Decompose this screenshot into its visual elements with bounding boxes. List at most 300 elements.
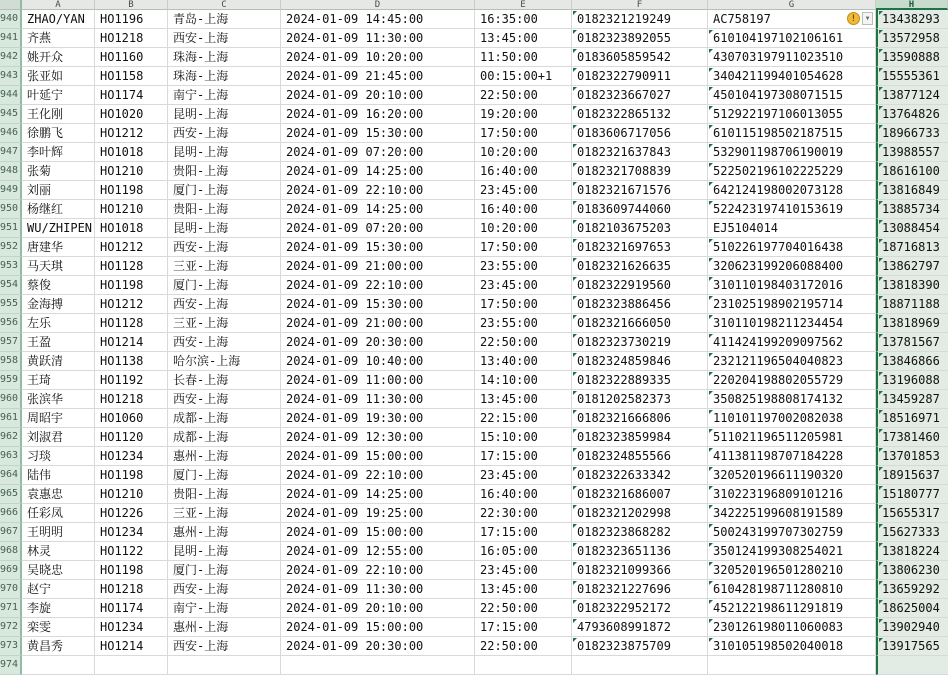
cell-G950[interactable]: 522423197410153619 xyxy=(708,200,876,219)
cell-B964[interactable]: HO1198 xyxy=(95,466,168,485)
cell-F970[interactable]: 0182321227696 xyxy=(572,580,708,599)
row-header-953[interactable]: 953 xyxy=(0,257,22,276)
row-header-940[interactable]: 940 xyxy=(0,10,22,29)
cell-H952[interactable]: 18716813 xyxy=(876,238,948,257)
cell-E942[interactable]: 11:50:00 xyxy=(475,48,572,67)
cell-F942[interactable]: 0183605859542 xyxy=(572,48,708,67)
cell-F952[interactable]: 0182321697653 xyxy=(572,238,708,257)
cell-D947[interactable]: 2024-01-09 07:20:00 xyxy=(281,143,475,162)
cell-H965[interactable]: 15180777 xyxy=(876,485,948,504)
cell-A957[interactable]: 王盈 xyxy=(22,333,95,352)
cell-G958[interactable]: 232121196504040823 xyxy=(708,352,876,371)
cell-G949[interactable]: 642124198002073128 xyxy=(708,181,876,200)
cell-H970[interactable]: 13659292 xyxy=(876,580,948,599)
cell-H945[interactable]: 13764826 xyxy=(876,105,948,124)
cell-A967[interactable]: 王明明 xyxy=(22,523,95,542)
cell-A941[interactable]: 齐燕 xyxy=(22,29,95,48)
row-header-968[interactable]: 968 xyxy=(0,542,22,561)
cell-E967[interactable]: 17:15:00 xyxy=(475,523,572,542)
cell-A958[interactable]: 黄跃清 xyxy=(22,352,95,371)
cell-D964[interactable]: 2024-01-09 22:10:00 xyxy=(281,466,475,485)
cell-F941[interactable]: 0182323892055 xyxy=(572,29,708,48)
cell-A971[interactable]: 李旋 xyxy=(22,599,95,618)
cell-E971[interactable]: 22:50:00 xyxy=(475,599,572,618)
row-header-964[interactable]: 964 xyxy=(0,466,22,485)
cell-D965[interactable]: 2024-01-09 14:25:00 xyxy=(281,485,475,504)
cell-D943[interactable]: 2024-01-09 21:45:00 xyxy=(281,67,475,86)
cell-F971[interactable]: 0182322952172 xyxy=(572,599,708,618)
cell-H963[interactable]: 13701853 xyxy=(876,447,948,466)
cell-A946[interactable]: 徐鹏飞 xyxy=(22,124,95,143)
cell-H941[interactable]: 13572958 xyxy=(876,29,948,48)
cell-B967[interactable]: HO1234 xyxy=(95,523,168,542)
cell-B951[interactable]: HO1018 xyxy=(95,219,168,238)
cell-E955[interactable]: 17:50:00 xyxy=(475,295,572,314)
cell-F957[interactable]: 0182323730219 xyxy=(572,333,708,352)
row-header-951[interactable]: 951 xyxy=(0,219,22,238)
cell-F963[interactable]: 0182324855566 xyxy=(572,447,708,466)
cell-H943[interactable]: 15555361 xyxy=(876,67,948,86)
cell-H942[interactable]: 13590888 xyxy=(876,48,948,67)
cell-F969[interactable]: 0182321099366 xyxy=(572,561,708,580)
cell-E961[interactable]: 22:15:00 xyxy=(475,409,572,428)
cell-F954[interactable]: 0182322919560 xyxy=(572,276,708,295)
cell-E947[interactable]: 10:20:00 xyxy=(475,143,572,162)
cell-A952[interactable]: 唐建华 xyxy=(22,238,95,257)
cell-F940[interactable]: 0182321219249 xyxy=(572,10,708,29)
cell-C943[interactable]: 珠海-上海 xyxy=(168,67,281,86)
cell-E950[interactable]: 16:40:00 xyxy=(475,200,572,219)
cell-A962[interactable]: 刘淑君 xyxy=(22,428,95,447)
cell-A944[interactable]: 叶延宁 xyxy=(22,86,95,105)
cell-H972[interactable]: 13902940 xyxy=(876,618,948,637)
cell-G964[interactable]: 320520196611190320 xyxy=(708,466,876,485)
row-header-959[interactable]: 959 xyxy=(0,371,22,390)
cell-F953[interactable]: 0182321626635 xyxy=(572,257,708,276)
cell-E944[interactable]: 22:50:00 xyxy=(475,86,572,105)
error-warning-icon[interactable]: ! xyxy=(847,12,860,25)
cell-F943[interactable]: 0182322790911 xyxy=(572,67,708,86)
cell-A959[interactable]: 王琦 xyxy=(22,371,95,390)
cell-H958[interactable]: 13846866 xyxy=(876,352,948,371)
cell-F961[interactable]: 0182321666806 xyxy=(572,409,708,428)
cell-D972[interactable]: 2024-01-09 15:00:00 xyxy=(281,618,475,637)
cell-H954[interactable]: 13818390 xyxy=(876,276,948,295)
cell-C946[interactable]: 西安-上海 xyxy=(168,124,281,143)
cell-B966[interactable]: HO1226 xyxy=(95,504,168,523)
cell-B969[interactable]: HO1198 xyxy=(95,561,168,580)
cell-C971[interactable]: 南宁-上海 xyxy=(168,599,281,618)
cell-B947[interactable]: HO1018 xyxy=(95,143,168,162)
cell-E970[interactable]: 13:45:00 xyxy=(475,580,572,599)
cell-H971[interactable]: 18625004 xyxy=(876,599,948,618)
row-header-957[interactable]: 957 xyxy=(0,333,22,352)
cell-A965[interactable]: 袁惠忠 xyxy=(22,485,95,504)
cell-B949[interactable]: HO1198 xyxy=(95,181,168,200)
cell-F960[interactable]: 0181202582373 xyxy=(572,390,708,409)
cell-C945[interactable]: 昆明-上海 xyxy=(168,105,281,124)
column-header-A[interactable]: A xyxy=(22,0,95,10)
cell-C953[interactable]: 三亚-上海 xyxy=(168,257,281,276)
cell-E941[interactable]: 13:45:00 xyxy=(475,29,572,48)
row-header-974[interactable]: 974 xyxy=(0,656,22,675)
cell-C950[interactable]: 贵阳-上海 xyxy=(168,200,281,219)
cell-E960[interactable]: 13:45:00 xyxy=(475,390,572,409)
cell-D951[interactable]: 2024-01-09 07:20:00 xyxy=(281,219,475,238)
cell-H953[interactable]: 13862797 xyxy=(876,257,948,276)
cell-F968[interactable]: 0182323651136 xyxy=(572,542,708,561)
cell-B957[interactable]: HO1214 xyxy=(95,333,168,352)
cell-A956[interactable]: 左乐 xyxy=(22,314,95,333)
cell-E958[interactable]: 13:40:00 xyxy=(475,352,572,371)
cell-C970[interactable]: 西安-上海 xyxy=(168,580,281,599)
cell-H960[interactable]: 13459287 xyxy=(876,390,948,409)
cell-B972[interactable]: HO1234 xyxy=(95,618,168,637)
cell-H946[interactable]: 18966733 xyxy=(876,124,948,143)
cell-C944[interactable]: 南宁-上海 xyxy=(168,86,281,105)
cell-F973[interactable]: 0182323875709 xyxy=(572,637,708,656)
cell-H968[interactable]: 13818224 xyxy=(876,542,948,561)
cell-C973[interactable]: 西安-上海 xyxy=(168,637,281,656)
column-header-F[interactable]: F xyxy=(572,0,708,10)
cell-F944[interactable]: 0182323667027 xyxy=(572,86,708,105)
cell-H967[interactable]: 15627333 xyxy=(876,523,948,542)
row-header-969[interactable]: 969 xyxy=(0,561,22,580)
column-header-B[interactable]: B xyxy=(95,0,168,10)
cell-D958[interactable]: 2024-01-09 10:40:00 xyxy=(281,352,475,371)
row-header-944[interactable]: 944 xyxy=(0,86,22,105)
cell-B953[interactable]: HO1128 xyxy=(95,257,168,276)
cell-C947[interactable]: 昆明-上海 xyxy=(168,143,281,162)
cell-G963[interactable]: 411381198707184228 xyxy=(708,447,876,466)
cell-A969[interactable]: 吴晓忠 xyxy=(22,561,95,580)
cell-C942[interactable]: 珠海-上海 xyxy=(168,48,281,67)
cell-G969[interactable]: 320520196501280210 xyxy=(708,561,876,580)
cell-C954[interactable]: 厦门-上海 xyxy=(168,276,281,295)
cell-G972[interactable]: 230126198011060083 xyxy=(708,618,876,637)
cell-F959[interactable]: 0182322889335 xyxy=(572,371,708,390)
cell-D949[interactable]: 2024-01-09 22:10:00 xyxy=(281,181,475,200)
cell-E964[interactable]: 23:45:00 xyxy=(475,466,572,485)
cell-H966[interactable]: 15655317 xyxy=(876,504,948,523)
row-header-966[interactable]: 966 xyxy=(0,504,22,523)
cell-B941[interactable]: HO1218 xyxy=(95,29,168,48)
cell-G948[interactable]: 522502196102225229 xyxy=(708,162,876,181)
row-header-956[interactable]: 956 xyxy=(0,314,22,333)
cell-C963[interactable]: 惠州-上海 xyxy=(168,447,281,466)
cell-F956[interactable]: 0182321666050 xyxy=(572,314,708,333)
cell-C951[interactable]: 昆明-上海 xyxy=(168,219,281,238)
cell-E974[interactable] xyxy=(475,656,572,675)
cell-D971[interactable]: 2024-01-09 20:10:00 xyxy=(281,599,475,618)
row-header-972[interactable]: 972 xyxy=(0,618,22,637)
cell-D946[interactable]: 2024-01-09 15:30:00 xyxy=(281,124,475,143)
cell-A968[interactable]: 林灵 xyxy=(22,542,95,561)
cell-B968[interactable]: HO1122 xyxy=(95,542,168,561)
cell-G945[interactable]: 512922197106013055 xyxy=(708,105,876,124)
cell-E962[interactable]: 15:10:00 xyxy=(475,428,572,447)
cell-B974[interactable] xyxy=(95,656,168,675)
cell-G942[interactable]: 430703197911023510 xyxy=(708,48,876,67)
cell-E957[interactable]: 22:50:00 xyxy=(475,333,572,352)
row-header-954[interactable]: 954 xyxy=(0,276,22,295)
cell-E965[interactable]: 16:40:00 xyxy=(475,485,572,504)
cell-C972[interactable]: 惠州-上海 xyxy=(168,618,281,637)
cell-B944[interactable]: HO1174 xyxy=(95,86,168,105)
cell-B962[interactable]: HO1120 xyxy=(95,428,168,447)
cell-A953[interactable]: 马天琪 xyxy=(22,257,95,276)
cell-E953[interactable]: 23:55:00 xyxy=(475,257,572,276)
cell-D956[interactable]: 2024-01-09 21:00:00 xyxy=(281,314,475,333)
cell-B961[interactable]: HO1060 xyxy=(95,409,168,428)
cell-D950[interactable]: 2024-01-09 14:25:00 xyxy=(281,200,475,219)
cell-E945[interactable]: 19:20:00 xyxy=(475,105,572,124)
cell-E966[interactable]: 22:30:00 xyxy=(475,504,572,523)
cell-G974[interactable] xyxy=(708,656,876,675)
row-header-948[interactable]: 948 xyxy=(0,162,22,181)
cell-B950[interactable]: HO1210 xyxy=(95,200,168,219)
cell-C952[interactable]: 西安-上海 xyxy=(168,238,281,257)
cell-A940[interactable]: ZHAO/YAN xyxy=(22,10,95,29)
cell-B940[interactable]: HO1196 xyxy=(95,10,168,29)
cell-A963[interactable]: 习琰 xyxy=(22,447,95,466)
cell-B954[interactable]: HO1198 xyxy=(95,276,168,295)
cell-B952[interactable]: HO1212 xyxy=(95,238,168,257)
cell-F949[interactable]: 0182321671576 xyxy=(572,181,708,200)
row-header-971[interactable]: 971 xyxy=(0,599,22,618)
cell-F958[interactable]: 0182324859846 xyxy=(572,352,708,371)
cell-H949[interactable]: 13816849 xyxy=(876,181,948,200)
cell-A970[interactable]: 赵宁 xyxy=(22,580,95,599)
cell-B970[interactable]: HO1218 xyxy=(95,580,168,599)
cell-B948[interactable]: HO1210 xyxy=(95,162,168,181)
cell-F946[interactable]: 0183606717056 xyxy=(572,124,708,143)
cell-D969[interactable]: 2024-01-09 22:10:00 xyxy=(281,561,475,580)
cell-A942[interactable]: 姚开众 xyxy=(22,48,95,67)
cell-D966[interactable]: 2024-01-09 19:25:00 xyxy=(281,504,475,523)
cell-D960[interactable]: 2024-01-09 11:30:00 xyxy=(281,390,475,409)
cell-G970[interactable]: 610428198711280810 xyxy=(708,580,876,599)
cell-G954[interactable]: 310110198403172016 xyxy=(708,276,876,295)
row-header-955[interactable]: 955 xyxy=(0,295,22,314)
cell-E956[interactable]: 23:55:00 xyxy=(475,314,572,333)
cell-C968[interactable]: 昆明-上海 xyxy=(168,542,281,561)
cell-F965[interactable]: 0182321686007 xyxy=(572,485,708,504)
cell-D940[interactable]: 2024-01-09 14:45:00 xyxy=(281,10,475,29)
cell-F955[interactable]: 0182323886456 xyxy=(572,295,708,314)
cell-F962[interactable]: 0182323859984 xyxy=(572,428,708,447)
cell-G952[interactable]: 510226197704016438 xyxy=(708,238,876,257)
cell-G962[interactable]: 511021196511205981 xyxy=(708,428,876,447)
cell-H948[interactable]: 18616100 xyxy=(876,162,948,181)
cell-A948[interactable]: 张菊 xyxy=(22,162,95,181)
cell-C962[interactable]: 成都-上海 xyxy=(168,428,281,447)
cell-B965[interactable]: HO1210 xyxy=(95,485,168,504)
cell-G953[interactable]: 320623199206088400 xyxy=(708,257,876,276)
cell-D948[interactable]: 2024-01-09 14:25:00 xyxy=(281,162,475,181)
cell-G941[interactable]: 610104197102106161 xyxy=(708,29,876,48)
cell-F947[interactable]: 0182321637843 xyxy=(572,143,708,162)
cell-H950[interactable]: 13885734 xyxy=(876,200,948,219)
cell-B958[interactable]: HO1138 xyxy=(95,352,168,371)
cell-G951[interactable]: EJ5104014 xyxy=(708,219,876,238)
row-header-958[interactable]: 958 xyxy=(0,352,22,371)
cell-C941[interactable]: 西安-上海 xyxy=(168,29,281,48)
cell-D973[interactable]: 2024-01-09 20:30:00 xyxy=(281,637,475,656)
cell-C956[interactable]: 三亚-上海 xyxy=(168,314,281,333)
cell-E949[interactable]: 23:45:00 xyxy=(475,181,572,200)
row-header-967[interactable]: 967 xyxy=(0,523,22,542)
cell-F951[interactable]: 0182103675203 xyxy=(572,219,708,238)
cell-G965[interactable]: 310223196809101216 xyxy=(708,485,876,504)
cell-C948[interactable]: 贵阳-上海 xyxy=(168,162,281,181)
cell-D968[interactable]: 2024-01-09 12:55:00 xyxy=(281,542,475,561)
row-header-960[interactable]: 960 xyxy=(0,390,22,409)
cell-D970[interactable]: 2024-01-09 11:30:00 xyxy=(281,580,475,599)
cell-E954[interactable]: 23:45:00 xyxy=(475,276,572,295)
cell-G943[interactable]: 340421199401054628 xyxy=(708,67,876,86)
cell-E951[interactable]: 10:20:00 xyxy=(475,219,572,238)
cell-A955[interactable]: 金海搏 xyxy=(22,295,95,314)
cell-E969[interactable]: 23:45:00 xyxy=(475,561,572,580)
cell-C955[interactable]: 西安-上海 xyxy=(168,295,281,314)
cell-F950[interactable]: 0183609744060 xyxy=(572,200,708,219)
cell-D962[interactable]: 2024-01-09 12:30:00 xyxy=(281,428,475,447)
cell-D959[interactable]: 2024-01-09 11:00:00 xyxy=(281,371,475,390)
cell-H940[interactable]: 13438293 xyxy=(876,10,948,29)
cell-D957[interactable]: 2024-01-09 20:30:00 xyxy=(281,333,475,352)
cell-H956[interactable]: 13818969 xyxy=(876,314,948,333)
cell-E940[interactable]: 16:35:00 xyxy=(475,10,572,29)
cell-F945[interactable]: 0182322865132 xyxy=(572,105,708,124)
cell-E946[interactable]: 17:50:00 xyxy=(475,124,572,143)
cell-C964[interactable]: 厦门-上海 xyxy=(168,466,281,485)
cell-A954[interactable]: 蔡俊 xyxy=(22,276,95,295)
row-header-970[interactable]: 970 xyxy=(0,580,22,599)
cell-G973[interactable]: 310105198502040018 xyxy=(708,637,876,656)
cell-D942[interactable]: 2024-01-09 10:20:00 xyxy=(281,48,475,67)
cell-A951[interactable]: WU/ZHIPEN xyxy=(22,219,95,238)
cell-B943[interactable]: HO1158 xyxy=(95,67,168,86)
cell-D963[interactable]: 2024-01-09 15:00:00 xyxy=(281,447,475,466)
cell-G946[interactable]: 610115198502187515 xyxy=(708,124,876,143)
cell-F967[interactable]: 0182323868282 xyxy=(572,523,708,542)
cell-C949[interactable]: 厦门-上海 xyxy=(168,181,281,200)
cell-B956[interactable]: HO1128 xyxy=(95,314,168,333)
cell-G961[interactable]: 110101197002082038 xyxy=(708,409,876,428)
cell-D954[interactable]: 2024-01-09 22:10:00 xyxy=(281,276,475,295)
cell-H944[interactable]: 13877124 xyxy=(876,86,948,105)
cell-G959[interactable]: 220204198802055729 xyxy=(708,371,876,390)
row-header-965[interactable]: 965 xyxy=(0,485,22,504)
cell-C969[interactable]: 厦门-上海 xyxy=(168,561,281,580)
row-header-973[interactable]: 973 xyxy=(0,637,22,656)
row-header-949[interactable]: 949 xyxy=(0,181,22,200)
cell-D967[interactable]: 2024-01-09 15:00:00 xyxy=(281,523,475,542)
column-header-G[interactable]: G xyxy=(708,0,876,10)
cell-C965[interactable]: 贵阳-上海 xyxy=(168,485,281,504)
row-header-963[interactable]: 963 xyxy=(0,447,22,466)
cell-B945[interactable]: HO1020 xyxy=(95,105,168,124)
row-header-941[interactable]: 941 xyxy=(0,29,22,48)
column-header-D[interactable]: D xyxy=(281,0,475,10)
cell-H973[interactable]: 13917565 xyxy=(876,637,948,656)
cell-G967[interactable]: 500243199707302759 xyxy=(708,523,876,542)
cell-A973[interactable]: 黄昌秀 xyxy=(22,637,95,656)
cell-C967[interactable]: 惠州-上海 xyxy=(168,523,281,542)
cell-H955[interactable]: 18871188 xyxy=(876,295,948,314)
cell-E943[interactable]: 00:15:00+1 xyxy=(475,67,572,86)
cell-E972[interactable]: 17:15:00 xyxy=(475,618,572,637)
cell-E968[interactable]: 16:05:00 xyxy=(475,542,572,561)
cell-B963[interactable]: HO1234 xyxy=(95,447,168,466)
row-header-952[interactable]: 952 xyxy=(0,238,22,257)
cell-E948[interactable]: 16:40:00 xyxy=(475,162,572,181)
cell-G944[interactable]: 450104197308071515 xyxy=(708,86,876,105)
row-header-961[interactable]: 961 xyxy=(0,409,22,428)
cell-F966[interactable]: 0182321202998 xyxy=(572,504,708,523)
cell-G947[interactable]: 532901198706190019 xyxy=(708,143,876,162)
cell-A947[interactable]: 李叶辉 xyxy=(22,143,95,162)
row-header-942[interactable]: 942 xyxy=(0,48,22,67)
error-dropdown-icon[interactable]: ▼ xyxy=(862,12,873,25)
column-header-C[interactable]: C xyxy=(168,0,281,10)
cell-G966[interactable]: 342225199608191589 xyxy=(708,504,876,523)
cell-A943[interactable]: 张亚如 xyxy=(22,67,95,86)
cell-G960[interactable]: 350825198808174132 xyxy=(708,390,876,409)
column-header-E[interactable]: E xyxy=(475,0,572,10)
cell-G940[interactable]: AC758197 ! ▼ xyxy=(708,10,876,29)
row-header-943[interactable]: 943 xyxy=(0,67,22,86)
cell-B973[interactable]: HO1214 xyxy=(95,637,168,656)
cell-F974[interactable] xyxy=(572,656,708,675)
cell-G971[interactable]: 452122198611291819 xyxy=(708,599,876,618)
select-all-corner[interactable] xyxy=(0,0,22,10)
cell-D974[interactable] xyxy=(281,656,475,675)
cell-D945[interactable]: 2024-01-09 16:20:00 xyxy=(281,105,475,124)
cell-A949[interactable]: 刘丽 xyxy=(22,181,95,200)
cell-H957[interactable]: 13781567 xyxy=(876,333,948,352)
cell-C961[interactable]: 成都-上海 xyxy=(168,409,281,428)
cell-H947[interactable]: 13988557 xyxy=(876,143,948,162)
cell-C959[interactable]: 长春-上海 xyxy=(168,371,281,390)
cell-A960[interactable]: 张滨华 xyxy=(22,390,95,409)
row-header-945[interactable]: 945 xyxy=(0,105,22,124)
row-header-950[interactable]: 950 xyxy=(0,200,22,219)
cell-D941[interactable]: 2024-01-09 11:30:00 xyxy=(281,29,475,48)
cell-G968[interactable]: 350124199308254021 xyxy=(708,542,876,561)
cell-A945[interactable]: 王化刚 xyxy=(22,105,95,124)
column-header-H[interactable]: H xyxy=(876,0,948,10)
cell-H959[interactable]: 13196088 xyxy=(876,371,948,390)
cell-E959[interactable]: 14:10:00 xyxy=(475,371,572,390)
cell-B946[interactable]: HO1212 xyxy=(95,124,168,143)
cell-B955[interactable]: HO1212 xyxy=(95,295,168,314)
cell-G955[interactable]: 231025198902195714 xyxy=(708,295,876,314)
cell-B971[interactable]: HO1174 xyxy=(95,599,168,618)
cell-H974[interactable] xyxy=(876,656,948,675)
cell-H951[interactable]: 13088454 xyxy=(876,219,948,238)
cell-D955[interactable]: 2024-01-09 15:30:00 xyxy=(281,295,475,314)
cell-C966[interactable]: 三亚-上海 xyxy=(168,504,281,523)
cell-D952[interactable]: 2024-01-09 15:30:00 xyxy=(281,238,475,257)
cell-C958[interactable]: 哈尔滨-上海 xyxy=(168,352,281,371)
cell-E973[interactable]: 22:50:00 xyxy=(475,637,572,656)
cell-A972[interactable]: 栾雯 xyxy=(22,618,95,637)
cell-F948[interactable]: 0182321708839 xyxy=(572,162,708,181)
cell-A964[interactable]: 陆伟 xyxy=(22,466,95,485)
cell-C940[interactable]: 青岛-上海 xyxy=(168,10,281,29)
